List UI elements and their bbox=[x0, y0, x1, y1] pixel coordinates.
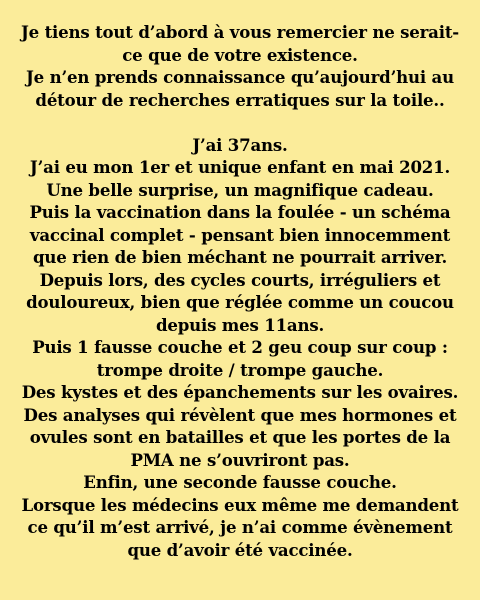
text-line: Puis 1 fausse couche et 2 geu coup sur coup : bbox=[32, 337, 448, 357]
text-line: Des analyses qui révèlent que mes hormones et bbox=[23, 404, 457, 425]
text-line: Je n’en prends connaissance qu’aujourd’hui au bbox=[26, 67, 454, 87]
text-line: Des kystes et des épanchements sur les ovaires. bbox=[21, 382, 459, 402]
text-line: Depuis lors, des cycles courts, irréguliers et bbox=[39, 269, 441, 290]
letter-text bbox=[12, 21, 468, 561]
text-line: Enfin, une seconde fausse couche. bbox=[83, 472, 397, 492]
text-line: que d’avoir été vaccinée. bbox=[127, 539, 353, 560]
text-line: J’ai eu mon 1er et unique enfant en mai 2021. bbox=[29, 157, 451, 177]
text-line: Puis la vaccination dans la foulée - un schéma bbox=[29, 202, 451, 222]
text-line: trompe droite / trompe gauche. bbox=[96, 359, 384, 380]
text-line: Je tiens tout d’abord à vous remercier ne serait- bbox=[21, 22, 459, 42]
text-line: vaccinal complet - pensant bien innocemment bbox=[29, 224, 451, 245]
text-line: Lorsque les médecins eux même me demandent bbox=[21, 494, 459, 515]
text-line: douloureux, bien que réglée comme un coucou bbox=[26, 292, 454, 312]
text-line: J’ai 37ans. bbox=[192, 134, 288, 155]
paragraph-spacer bbox=[12, 111, 468, 134]
text-line: Une belle surprise, un magnifique cadeau. bbox=[46, 179, 434, 200]
text-line: ce que de votre existence. bbox=[122, 44, 358, 65]
text-line: ce qu’il m’est arrivé, je n’ai comme évènement bbox=[27, 517, 453, 537]
text-line: que rien de bien méchant ne pourrait arriver. bbox=[32, 247, 448, 267]
text-line: détour de recherches erratiques sur la toile.. bbox=[35, 89, 445, 110]
text-line: depuis mes 11ans. bbox=[155, 314, 325, 335]
text-line: ovules sont en batailles et que les portes de la bbox=[29, 427, 451, 447]
text-line: PMA ne s’ouvriront pas. bbox=[130, 449, 350, 470]
